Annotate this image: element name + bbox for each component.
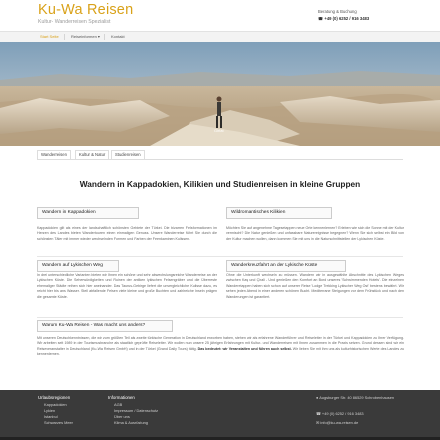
- contact-label: Beratung & Buchung: [318, 9, 357, 14]
- divider: [37, 256, 403, 257]
- logo-tagline: Kultur- Wanderreisen Spezialist: [38, 19, 111, 25]
- page-title: Wandern in Kappadokien, Kilikien und Studienreisen in kleine Gruppen: [79, 179, 361, 189]
- footer-link-impressum[interactable]: Impressum / Datenschutz: [114, 408, 159, 413]
- why-text: Mit unseren Deutschkenntnissen, die wir zum größten Teil als zweite türkische Generation in Deutschland erworben haben, stehen wir als erfahrene Wanderführer und Reiseleiter in der Türkei und Kappadokien zu Ihrer Verfügung. Wir arbeiten seit 1989 in der Tourismusbranche als staatlich geprüfte Reiseleiter. Wir wollen nun unsere 25 jährigen Erfahrungen mit Kultur- und Wanderreisen mit Ihnen zusammen in die Praxis setzen. Grund dessen sind wir ein Reiseveranstalter in Deutschland (Ku-Wa Reisen GmbH) und in der Türkei (Grand Daily Tours) tätig.: [37, 336, 404, 351]
- footer-email[interactable]: ✉ info@ku-wa-reisen.de: [316, 420, 359, 425]
- section-title-kilikien[interactable]: Wildromantisches Kilikien: [226, 207, 332, 219]
- why-text-end: Wir lieben Sie mit ihm uns als kulturhistorischen Werte des Landes zu kennenlernen.: [37, 346, 404, 357]
- section-title-wanderkreuzfahrt[interactable]: Wanderkreuzfahrt an der Lykische Küste: [226, 260, 346, 272]
- section-text-kilikien: Möchten Sie auf angenehme Tagesetappen neue Orte kennenlernen? Erleben wie sich die Sonne mit der Kultur vermischt? Die Natur genießen und unfassbare Naturereignisse begegnen? Wenn Sie sich selbst ein Bild von der Kultur machen wollen, dann kommen Sie mit uns in die Naturschnittstellen der Lykischen Küste.: [226, 226, 404, 241]
- section-text-why: [37, 336, 404, 358]
- site-header: [0, 0, 440, 32]
- contact-phone[interactable]: [318, 15, 369, 22]
- section-text-lykischen-weg: In drei unterschiedliche Varianten bieten wir Ihnen ein schöne und sehr abwechslungsreiche Wanderreise an der Lykischen Küste. Die Seherwürdigkeiten und Ruinen der antiken lykischen Felsengräber und die Überreste ehemaliger Städte reihen sich hier aneinander. Das Taurus-Gebirge liefert die unvergleichliche Kulisse dazu, es reicht hier bis ans Wasser. Steil abfallende Felsen viele kleine und große Buchten und zahlreiche Inseln prägen die gesamte Küste.: [37, 273, 217, 299]
- phone-number: +49 (0) 6252 / 916 3483: [324, 16, 370, 21]
- nav-item-kontakt[interactable]: Kontakt: [111, 34, 125, 39]
- footer-link-ueber-uns[interactable]: Über uns: [114, 414, 130, 419]
- site-footer: [0, 390, 440, 440]
- logo-title: Ku-Wa Reisen: [38, 2, 134, 18]
- footer-link-klima[interactable]: Klima & Ausrüstung: [114, 420, 148, 425]
- tab-studienreisen[interactable]: Studienreisen: [111, 150, 145, 159]
- logo[interactable]: [38, 3, 133, 26]
- section-text-wanderkreuzfahrt: Ohne die Unterkunft wechseln zu müssen. Wandern wir in ausgewählte Abschnitte des Lykischen Weges zwischen Kaş und Çirali - Und genießen den Komfort an Bord unseres 'Schwimmenden Hotels'. Die einzelnen Wanderetappen haben sich schon auf unserer Reise 'Lodge Trekking Lykischer Weg Ost' bestens bewährt. Wir sehen jeden Abend in einer anderen schönen Bucht. Mediterrane Steigungen vor dem Frühstück und nach den Wanderungen ist garantiert.: [226, 273, 404, 299]
- section-title-kappadokien[interactable]: Wandern in Kappadokien: [37, 207, 139, 219]
- section-title-lykischen-weg[interactable]: Wandern auf Lykischen Weg: [37, 260, 119, 272]
- footer-col2-title: Informationen: [108, 395, 135, 400]
- nav-divider: [64, 34, 65, 40]
- footer-link-schwarzes-meer[interactable]: Schwarzes Meer: [44, 420, 73, 425]
- footer-link-lykien[interactable]: Lykien: [44, 408, 56, 413]
- category-tabs: [37, 150, 403, 160]
- nav-divider: [104, 34, 105, 40]
- why-emphasis: Das bedeutet: wir Veranstalten und führen auch selbst.: [197, 346, 292, 351]
- footer-address: ● Augsburger Str. 40 86529 Schrobenhausen: [316, 395, 395, 400]
- footer-link-agb[interactable]: AGB: [114, 402, 123, 407]
- hero-caption: Giriat: [214, 128, 224, 133]
- tab-wanderreisen[interactable]: Wanderreisen: [37, 150, 71, 159]
- section-title-why[interactable]: Warum Ku-Wa Reisen - Was macht uns anders?: [37, 320, 173, 332]
- nav-item-reiseinformen[interactable]: Reiseinformen ▾: [71, 34, 100, 39]
- tab-kultur-natur[interactable]: Kultur & Natur: [75, 150, 109, 159]
- footer-link-istanbul[interactable]: Istanbul: [44, 414, 58, 419]
- header-contact: [318, 8, 369, 22]
- divider: [37, 317, 403, 318]
- section-text-kappadokien: Kappadokien gilt als eines der landschaftlich schönsten Gebiete der Türkei. Die bizarren Felsformationen im Herzen des Landes bieten Wandertouren einen einmaligen Genuss. Unsere Wanderreise führt Sie durch die schönsten Täler mit immer wieder wechselnden Formen und Farben der Feenkaminen Kulissen.: [37, 226, 217, 241]
- footer-col1-title: Urlaubsregionen: [38, 395, 71, 400]
- phone-icon: ☎: [318, 16, 325, 21]
- footer-link-kappadokien[interactable]: Kappadokien: [44, 402, 67, 407]
- footer-phone[interactable]: ☎ +49 (0) 6252 / 916 3483: [316, 411, 364, 416]
- nav-item-start[interactable]: Start Seite: [40, 34, 59, 39]
